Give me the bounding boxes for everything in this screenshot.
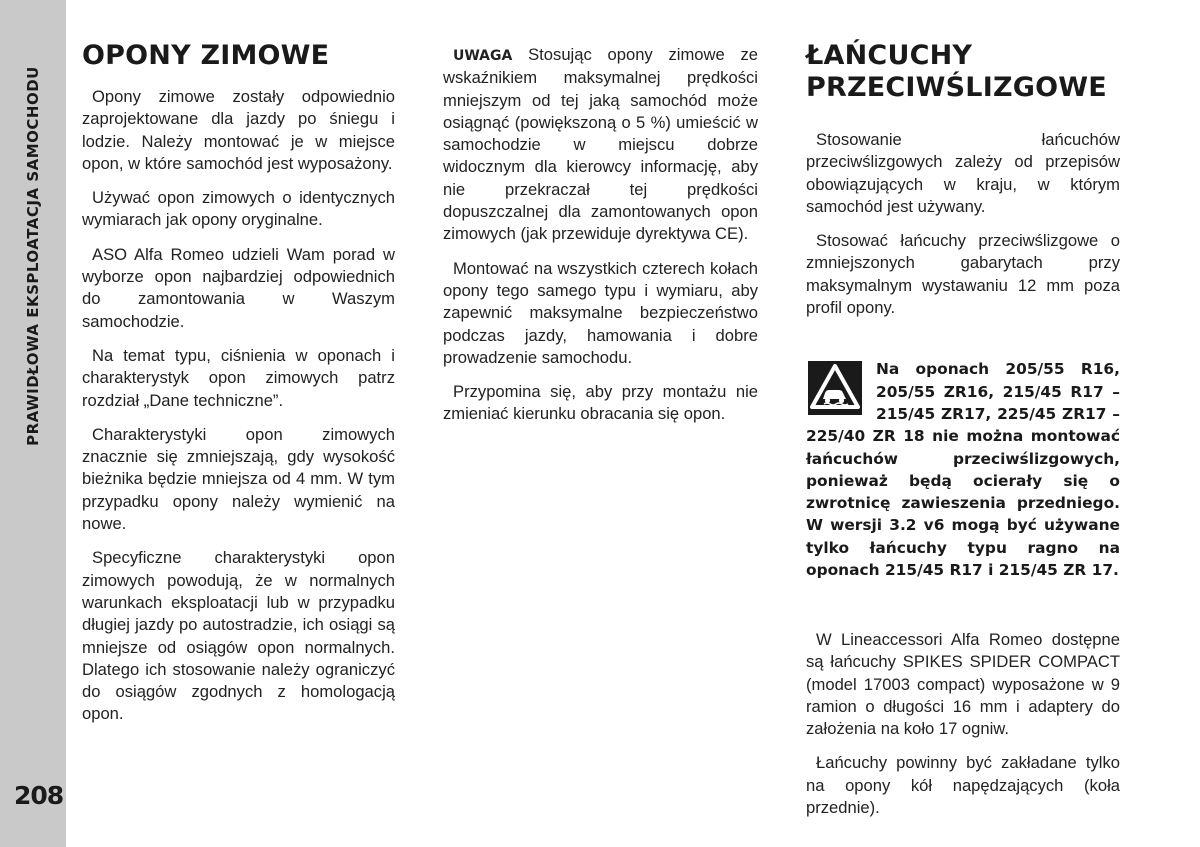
- paragraph: Stosowanie łańcuchów przeciwślizgowych zależy od przepisów obowiązujących w kraju, w którym samochód jest używany.: [806, 130, 1120, 216]
- note-label: UWAGA: [453, 48, 513, 64]
- note-text: Stosując opony zimowe ze wskaźnikiem maksymalnej prędkości mniejszym od tej jaką samochód może osiągnąć (powiększoną o 5 %) umieścić w samochodzie w miejscu dobrze widocznym dla kierowcy informację, aby nie przekraczał tej prędkości dopuszczalnej dla zamontowanych opon zimowych (jak przewiduje dyrektywa CE).: [443, 45, 758, 244]
- paragraph: Specyficzne charakterystyki opon zimowych powodują, że w normalnych warunkach eksploatacji lub w przypadku długiej jazdy po autostradzie, ich osiągi są mniejsze od osiągów opon normalnych. Dlatego ich stosowanie należy ograniczyć do osiągów zgodnych z homologacją opon.: [82, 548, 395, 724]
- paragraph: Montować na wszystkich czterech kołach opony tego samego typu i wymiaru, aby zapewnić maksymalne bezpieczeństwo podczas jazdy, hamowania i dobre prowadzenie samochodu.: [443, 258, 758, 367]
- paragraph: Charakterystyki opon zimowych znacznie się zmniejszają, gdy wysokość bieżnika będzie mniejsza od 4 mm. W tym przypadku opony należy wymienić na nowe.: [82, 424, 395, 534]
- paragraph: Używać opon zimowych o identycznych wymiarach jak opony oryginalne.: [82, 188, 395, 230]
- heading-winter-tires: OPONY ZIMOWE: [82, 40, 330, 71]
- column-notes: [443, 44, 758, 438]
- column-winter-tires: [82, 40, 395, 738]
- warning-icon-graphic: [808, 361, 862, 415]
- sidebar: [0, 0, 66, 847]
- paragraph: Przypomina się, aby przy montażu nie zmieniać kierunku obracania się opon.: [443, 382, 758, 424]
- warning-box: [806, 358, 1120, 581]
- paragraph: Na temat typu, ciśnienia w oponach i charakterystyk opon zimowych patrz rozdział „Dane techniczne”.: [82, 345, 395, 410]
- paragraph: W Lineaccessori Alfa Romeo dostępne są łańcuchy SPIKES SPIDER COMPACT (model 17003 compact) wyposażone w 9 ramion o długości 16 mm i adaptery do założenia na koło 17 ogniw.: [806, 630, 1120, 739]
- heading-snow-chains: [806, 40, 1120, 104]
- section-title: PRAWIDŁOWA EKSPLOATACJA SAMOCHODU: [24, 66, 42, 446]
- page-number: 208: [14, 781, 64, 810]
- accessory-info: [806, 629, 1120, 831]
- warning-text: Na oponach 205/55 R16, 205/55 ZR16, 215/45 R17 – 215/45 ZR17, 225/45 ZR17 – 225/40 ZR 18 nie można montować łańcuchów przeciwślizgowych, ponieważ będą ocierały się o zwrotnicę zawieszenia przedniego. W wersji 3.2 v6 mogą być używane tylko łańcuchy typu ragno na oponach 215/45 R17 i 215/45 ZR 17.: [806, 360, 1120, 580]
- skidding-car-warning-icon: [808, 361, 862, 415]
- heading-line: PRZECIWŚLIZGOWE: [806, 72, 1107, 103]
- column-snow-chains: [806, 40, 1120, 818]
- paragraph: ASO Alfa Romeo udzieli Wam porad w wyborze opon najbardziej odpowiednich do zamontowania w Waszym samochodzie.: [82, 244, 395, 331]
- paragraph: Stosować łańcuchy przeciwślizgowe o zmniejszonych gabarytach przy maksymalnym wystawaniu 12 mm poza profil opony.: [806, 231, 1120, 318]
- paragraph: Łańcuchy powinny być zakładane tylko na opony kół napędzających (koła przednie).: [806, 753, 1120, 818]
- paragraph: Opony zimowe zostały odpowiednio zaprojektowane dla jazdy po śniegu i lodzie. Należy montować je w miejsce opon, w które samochód jest wyposażony.: [82, 87, 395, 173]
- note-paragraph: [443, 44, 758, 246]
- heading-line: ŁAŃCUCHY: [806, 40, 973, 71]
